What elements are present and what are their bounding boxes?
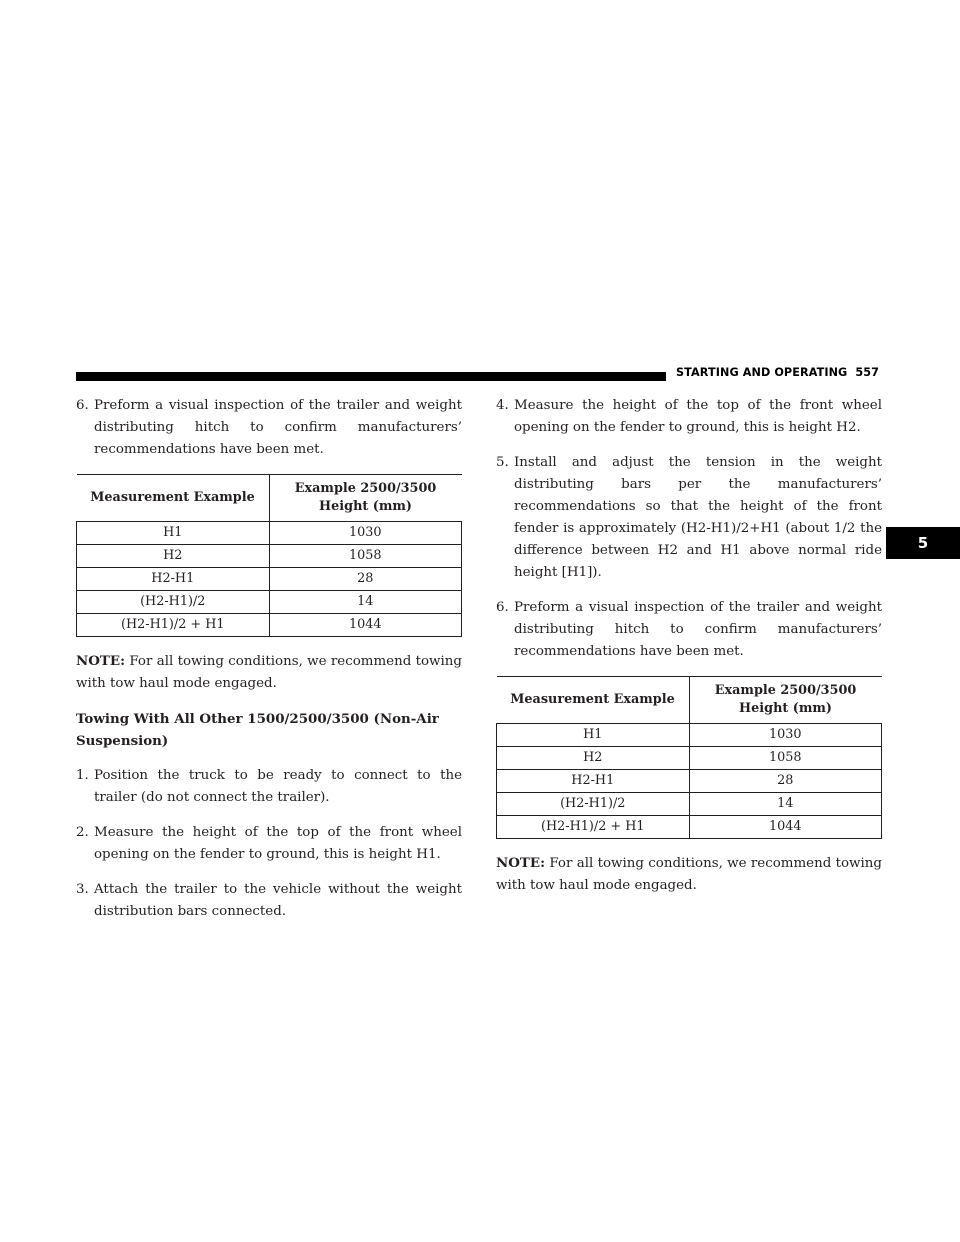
step-text: Position the truck to be ready to connect to the trailer (do not connect the trailer). <box>94 768 462 805</box>
column-header: Measurement Example <box>497 677 690 724</box>
note-text: For all towing conditions, we recommend towing with tow haul mode engaged. <box>76 654 462 691</box>
step-number: 6. <box>76 398 89 413</box>
step-text: Preform a visual inspection of the trailer and weight distributing hitch to confirm manufacturers’ recommendations have been met. <box>514 600 882 659</box>
step-text: Measure the height of the top of the front wheel opening on the fender to ground, this is height H2. <box>514 398 882 435</box>
step-text: Attach the trailer to the vehicle without the weight distribution bars connected. <box>94 882 462 919</box>
table-row <box>77 522 462 545</box>
table-cell: H2-H1 <box>497 770 690 793</box>
table-header-row <box>77 475 462 522</box>
table-row <box>77 545 462 568</box>
table-cell: 28 <box>689 770 882 793</box>
table-cell: H1 <box>77 522 270 545</box>
step-number: 2. <box>76 825 89 840</box>
step-text: Install and adjust the tension in the weight distributing bars per the manufacturers’ recommendations so that the height of the front fender is approximately (H2-H1)/2+H1 (about 1/2 the difference between H2 and H1 above normal ride height [H1]). <box>514 455 882 580</box>
note-text: For all towing conditions, we recommend towing with tow haul mode engaged. <box>496 856 882 893</box>
table-cell: 1044 <box>269 614 462 637</box>
step-item <box>496 395 882 439</box>
step-text: Preform a visual inspection of the trailer and weight distributing hitch to confirm manufacturers’ recommendations have been met. <box>94 398 462 457</box>
table-row <box>497 747 882 770</box>
table-cell: (H2-H1)/2 + H1 <box>497 816 690 839</box>
column-header: Measurement Example <box>77 475 270 522</box>
page-number: 557 <box>855 366 879 379</box>
table-cell: H2-H1 <box>77 568 270 591</box>
table-cell: 1030 <box>269 522 462 545</box>
step-item <box>496 597 882 663</box>
note-paragraph <box>496 852 882 897</box>
column-header: Example 2500/3500 Height (mm) <box>689 677 882 724</box>
table-cell: 1058 <box>269 545 462 568</box>
step-number: 4. <box>496 398 509 413</box>
table-cell: (H2-H1)/2 + H1 <box>77 614 270 637</box>
table-cell: H1 <box>497 724 690 747</box>
table-row <box>77 591 462 614</box>
table-cell: 1044 <box>689 816 882 839</box>
measurement-table <box>496 676 882 839</box>
step-item <box>496 452 882 584</box>
table-row <box>77 614 462 637</box>
table-cell: 28 <box>269 568 462 591</box>
step-text: Measure the height of the top of the front wheel opening on the fender to ground, this is height H1. <box>94 825 462 862</box>
step-number: 3. <box>76 882 89 897</box>
table-header-row <box>497 677 882 724</box>
step-number: 5. <box>496 455 509 470</box>
right-column <box>496 395 882 910</box>
table-cell: H2 <box>497 747 690 770</box>
step-item <box>76 822 462 866</box>
note-label: NOTE: <box>76 653 126 669</box>
section-heading: Towing With All Other 1500/2500/3500 (Non-Air Suspension) <box>76 711 439 749</box>
table-cell: H2 <box>77 545 270 568</box>
header-rule <box>76 372 666 381</box>
step-number: 1. <box>76 768 89 783</box>
step-item <box>76 879 462 923</box>
step-item <box>76 395 462 461</box>
table-cell: 14 <box>689 793 882 816</box>
table-cell: 1058 <box>689 747 882 770</box>
table-row <box>77 568 462 591</box>
table-cell: 1030 <box>689 724 882 747</box>
note-label: NOTE: <box>496 855 546 871</box>
chapter-tab[interactable]: 5 <box>886 527 960 559</box>
table-row <box>497 770 882 793</box>
table-cell: 14 <box>269 591 462 614</box>
section-title: STARTING AND OPERATING <box>676 366 848 379</box>
measurement-table <box>76 474 462 637</box>
running-header <box>676 366 879 379</box>
step-item <box>76 765 462 809</box>
step-number: 6. <box>496 600 509 615</box>
left-column <box>76 395 462 936</box>
table-row <box>497 816 882 839</box>
table-cell: (H2-H1)/2 <box>497 793 690 816</box>
column-header: Example 2500/3500 Height (mm) <box>269 475 462 522</box>
table-row <box>497 724 882 747</box>
table-row <box>497 793 882 816</box>
table-cell: (H2-H1)/2 <box>77 591 270 614</box>
note-paragraph <box>76 650 462 695</box>
